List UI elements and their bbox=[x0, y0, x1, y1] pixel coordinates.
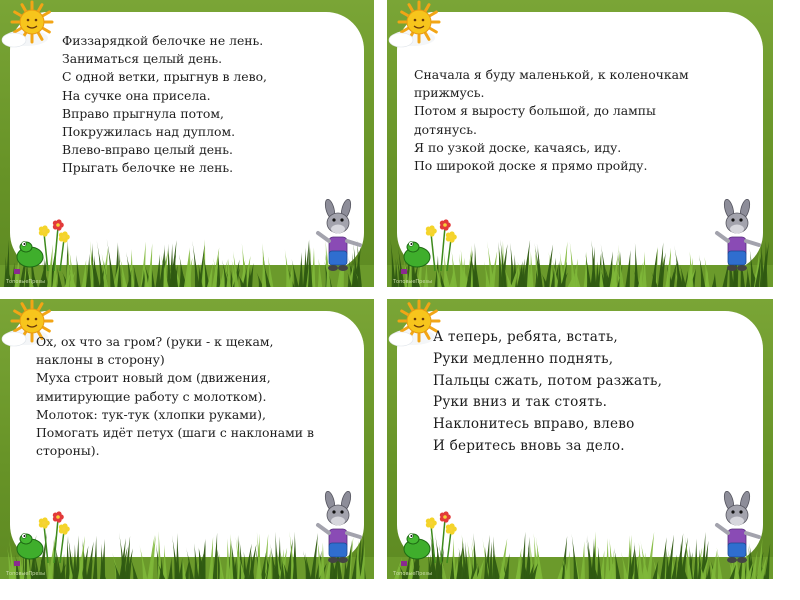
donkey-arm bbox=[318, 233, 329, 241]
poem-line: имитирующие работу с молотком). bbox=[36, 388, 267, 404]
flower-icon bbox=[42, 229, 46, 233]
frog-pot bbox=[14, 561, 20, 566]
donkey-eye bbox=[340, 510, 343, 513]
donkey-hoof bbox=[338, 557, 348, 563]
copyright-text: ТоповыеПрезы bbox=[6, 571, 46, 577]
frog-pupil bbox=[411, 535, 413, 537]
poem-text bbox=[36, 333, 314, 460]
sun-ray bbox=[43, 29, 49, 33]
frog-pupil bbox=[24, 535, 26, 537]
poem-line: По широкой доске я прямо пройду. bbox=[414, 158, 648, 174]
donkey-arm bbox=[717, 233, 728, 241]
flower-icon bbox=[449, 235, 453, 239]
flower-stem bbox=[44, 525, 48, 563]
poem-line: Физзарядкой белочке не лень. bbox=[62, 33, 264, 48]
slide-card-4 bbox=[387, 299, 773, 579]
sun-ray bbox=[409, 304, 413, 310]
donkey-hoof bbox=[727, 557, 737, 563]
donkey-eye bbox=[731, 510, 734, 513]
poem-line: Покружилась над дуплом. bbox=[62, 124, 236, 140]
donkey-eye bbox=[332, 218, 335, 221]
sun-ray bbox=[43, 12, 49, 16]
frog-pupil bbox=[411, 243, 413, 245]
donkey-arm bbox=[347, 533, 360, 537]
cloud bbox=[2, 332, 26, 346]
sun-ray bbox=[430, 12, 436, 16]
poem-line: Прыгать белочке не лень. bbox=[62, 160, 234, 176]
slide-card-3 bbox=[0, 299, 374, 579]
flower-stem bbox=[44, 233, 48, 271]
copyright-text: ТоповыеПрезы bbox=[393, 571, 433, 577]
grass-blade bbox=[293, 532, 297, 579]
sun-eye bbox=[422, 318, 425, 321]
frog-icon bbox=[395, 211, 457, 277]
copyright-text: ТоповыеПрезы bbox=[393, 279, 433, 285]
donkey-arm bbox=[347, 241, 360, 245]
sun-icon bbox=[0, 0, 62, 52]
poem-line: наклоны в сторону) bbox=[36, 352, 165, 368]
donkey-eye bbox=[731, 218, 734, 221]
cloud bbox=[389, 33, 413, 47]
sun-ray bbox=[22, 5, 26, 11]
sun-ray bbox=[430, 311, 436, 315]
poem-text bbox=[433, 327, 662, 458]
copyright-text: ТоповыеПрезы bbox=[6, 279, 46, 285]
donkey-trousers bbox=[728, 251, 746, 265]
flower-icon bbox=[429, 229, 433, 233]
donkey-muzzle bbox=[730, 225, 744, 234]
poem-text bbox=[62, 32, 267, 178]
slide-card-2 bbox=[387, 0, 773, 287]
donkey-muzzle bbox=[331, 225, 345, 234]
donkey-trousers bbox=[329, 543, 347, 557]
poem-line: И беритесь вновь за дело. bbox=[433, 437, 625, 454]
sun-ray bbox=[402, 311, 408, 315]
donkey-eye bbox=[332, 510, 335, 513]
donkey-hoof bbox=[737, 265, 747, 271]
poem-line: дотянусь. bbox=[414, 121, 477, 137]
flower-icon bbox=[449, 527, 453, 531]
poem-line: Ох, ох что за гром? (руки - к щекам, bbox=[36, 334, 274, 349]
sun-eye bbox=[27, 318, 30, 321]
poem-line: Помогать идёт петух (шаги с наклонами в bbox=[36, 425, 314, 441]
sun-ray bbox=[39, 5, 43, 11]
sun-ray bbox=[22, 304, 26, 310]
poem-line: Заниматься целый день. bbox=[62, 51, 223, 67]
poem-line: Наклонитесь вправо, влево bbox=[433, 416, 635, 433]
donkey-icon bbox=[711, 491, 767, 565]
sun-ray bbox=[39, 304, 43, 310]
donkey-icon bbox=[711, 199, 767, 273]
flower-stem bbox=[60, 531, 64, 563]
donkey-hoof bbox=[727, 265, 737, 271]
poem-line: Пальцы сжать, потом разжать, bbox=[433, 372, 663, 389]
poem-line: Руки вниз и так стоять. bbox=[433, 394, 608, 411]
sun-eye bbox=[414, 19, 417, 22]
donkey-arm bbox=[746, 533, 759, 537]
sun-ray bbox=[43, 311, 49, 315]
frog-icon bbox=[8, 503, 70, 569]
sun-ray bbox=[15, 311, 21, 315]
poem-line: прижмусь. bbox=[414, 85, 485, 101]
donkey-trousers bbox=[728, 543, 746, 557]
sun-ray bbox=[409, 5, 413, 11]
flower-icon bbox=[429, 521, 433, 525]
sun-face bbox=[20, 309, 44, 333]
frog-pot bbox=[401, 561, 407, 566]
flower-stem bbox=[431, 233, 435, 271]
flower-stem bbox=[441, 519, 445, 563]
poem-line: Муха строит новый дом (движения, bbox=[36, 370, 271, 386]
flower-stem bbox=[60, 239, 64, 271]
poem-line: С одной ветки, прыгнув в лево, bbox=[62, 69, 267, 85]
flower-stem bbox=[441, 227, 445, 271]
frog-icon bbox=[8, 211, 70, 277]
sun-ray bbox=[43, 328, 49, 332]
sun-face bbox=[407, 10, 431, 34]
flower-stem bbox=[54, 227, 58, 271]
donkey-eye bbox=[340, 218, 343, 221]
donkey-eye bbox=[739, 510, 742, 513]
poem-line: стороны). bbox=[36, 443, 100, 459]
sun-eye bbox=[35, 19, 38, 22]
donkey-muzzle bbox=[730, 517, 744, 526]
flower-icon bbox=[42, 521, 46, 525]
cloud bbox=[389, 332, 413, 346]
donkey-muzzle bbox=[331, 517, 345, 526]
sun-icon bbox=[387, 0, 449, 52]
sun-eye bbox=[27, 19, 30, 22]
donkey-arm bbox=[318, 525, 329, 533]
sun-eye bbox=[422, 19, 425, 22]
poem-line: А теперь, ребята, встать, bbox=[433, 329, 618, 345]
poem-line: На сучке она присела. bbox=[62, 87, 211, 103]
frog-pupil bbox=[24, 243, 26, 245]
slide-card-1 bbox=[0, 0, 374, 287]
sun-eye bbox=[35, 318, 38, 321]
flower-stem bbox=[54, 519, 58, 563]
poem-line: Молоток: тук-тук (хлопки руками), bbox=[36, 406, 266, 422]
sun-ray bbox=[402, 12, 408, 16]
poem-line: Потом я выросту большой, до лампы bbox=[414, 103, 656, 119]
frog-pot bbox=[401, 269, 407, 274]
flower-icon bbox=[443, 515, 447, 519]
sun-face bbox=[20, 10, 44, 34]
donkey-icon bbox=[312, 491, 368, 565]
flower-icon bbox=[62, 527, 66, 531]
poem-line: Руки медленно поднять, bbox=[433, 350, 614, 367]
donkey-trousers bbox=[329, 251, 347, 265]
flower-icon bbox=[56, 223, 60, 227]
donkey-icon bbox=[312, 199, 368, 273]
poem-line: Влево-вправо целый день. bbox=[62, 142, 233, 158]
flower-icon bbox=[62, 235, 66, 239]
donkey-arm bbox=[717, 525, 728, 533]
donkey-hoof bbox=[328, 265, 338, 271]
frog-icon bbox=[395, 503, 457, 569]
sun-face bbox=[407, 309, 431, 333]
sun-ray bbox=[426, 5, 430, 11]
donkey-arm bbox=[746, 241, 759, 245]
poem-line: Я по узкой доске, качаясь, иду. bbox=[414, 139, 622, 155]
donkey-eye bbox=[739, 218, 742, 221]
sun-ray bbox=[426, 304, 430, 310]
donkey-hoof bbox=[338, 265, 348, 271]
poem-text bbox=[414, 66, 689, 175]
donkey-hoof bbox=[737, 557, 747, 563]
flower-stem bbox=[431, 525, 435, 563]
sun-ray bbox=[15, 12, 21, 16]
flower-stem bbox=[447, 531, 451, 563]
sun-ray bbox=[430, 29, 436, 33]
flower-icon bbox=[443, 223, 447, 227]
cloud bbox=[2, 33, 26, 47]
flower-icon bbox=[56, 515, 60, 519]
frog-pot bbox=[14, 269, 20, 274]
poem-line: Вправо прыгнула потом, bbox=[62, 105, 224, 121]
poem-line: Сначала я буду маленькой, к коленочкам bbox=[414, 67, 689, 82]
flower-stem bbox=[447, 239, 451, 271]
donkey-hoof bbox=[328, 557, 338, 563]
sun-eye bbox=[414, 318, 417, 321]
